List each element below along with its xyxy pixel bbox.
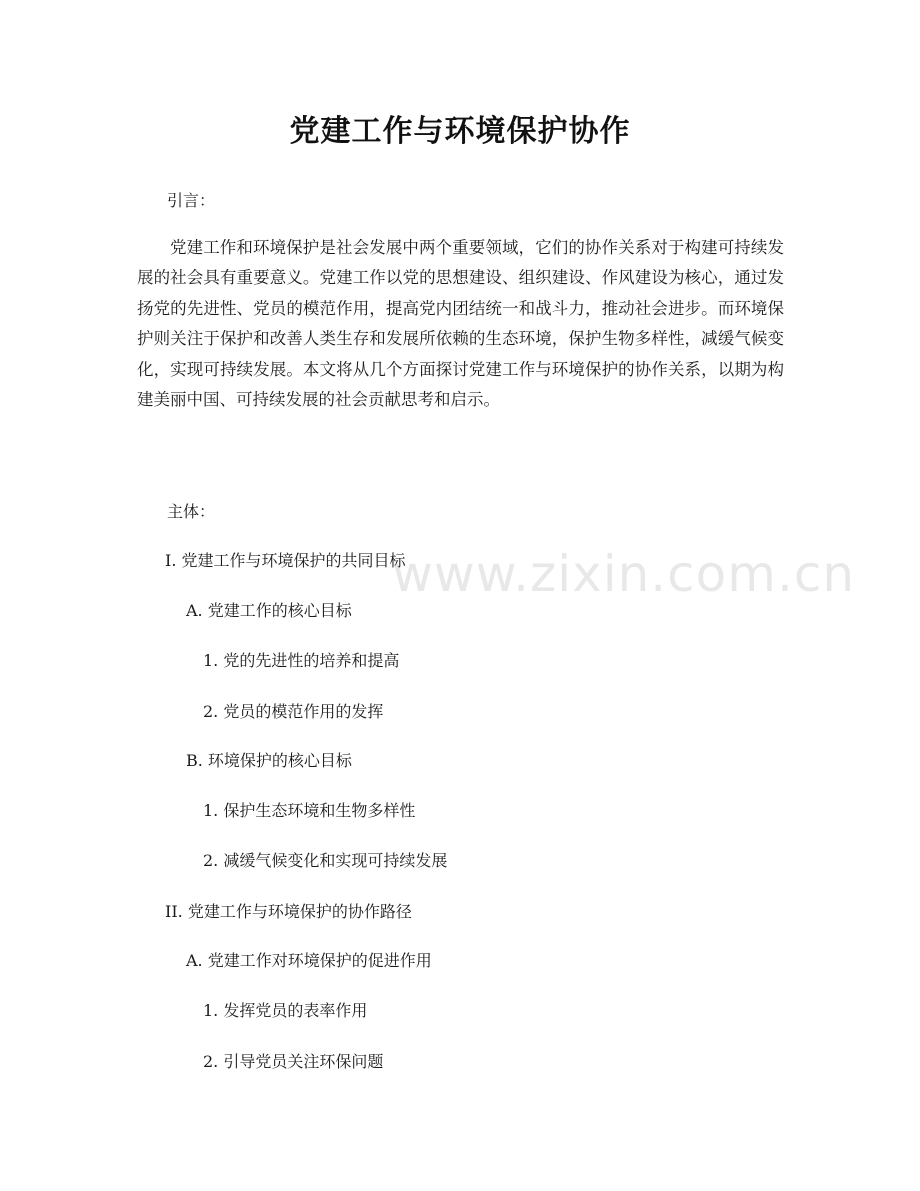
- document-title: 党建工作与环境保护协作: [289, 114, 631, 149]
- outline-subheading: A. 党建工作对环境保护的促进作用: [186, 951, 432, 970]
- outline-item: 2. 党员的模范作用的发挥: [203, 702, 384, 721]
- outline-item: 1. 党的先进性的培养和提高: [203, 651, 400, 670]
- outline-item: 1. 保护生态环境和生物多样性: [203, 801, 416, 820]
- outline-item: 2. 减缓气候变化和实现可持续发展: [203, 851, 448, 870]
- body-label: 主体：: [167, 502, 216, 521]
- outline-subheading: B. 环境保护的核心目标: [186, 751, 352, 770]
- outline-item: 1. 发挥党员的表率作用: [203, 1001, 368, 1020]
- outline-heading-1: I. 党建工作与环境保护的共同目标: [165, 551, 406, 570]
- intro-paragraph: 党建工作和环境保护是社会发展中两个重要领域，它们的协作关系对于构建可持续发展的社会具有重要意义。党建工作以党的思想建设、组织建设、作风建设为核心，通过发扬党的先进性、党员的模范作用，提高党内团结统一和战斗力，推动社会进步。而环境保护则关注于保护和改善人类生存和发展所依赖的生态环境，保护生物多样性，减缓气候变化，实现可持续发展。本文将从几个方面探讨党建工作与环境保护的协作关系，以期为构建美丽中国、可持续发展的社会贡献思考和启示。: [137, 238, 784, 410]
- outline-heading-2: II. 党建工作与环境保护的协作路径: [165, 902, 412, 921]
- outline-item: 2. 引导党员关注环保问题: [203, 1052, 384, 1071]
- outline-subheading: A. 党建工作的核心目标: [186, 601, 352, 620]
- watermark: www.zixin.com.cn: [392, 545, 856, 603]
- intro-label: 引言：: [167, 191, 216, 210]
